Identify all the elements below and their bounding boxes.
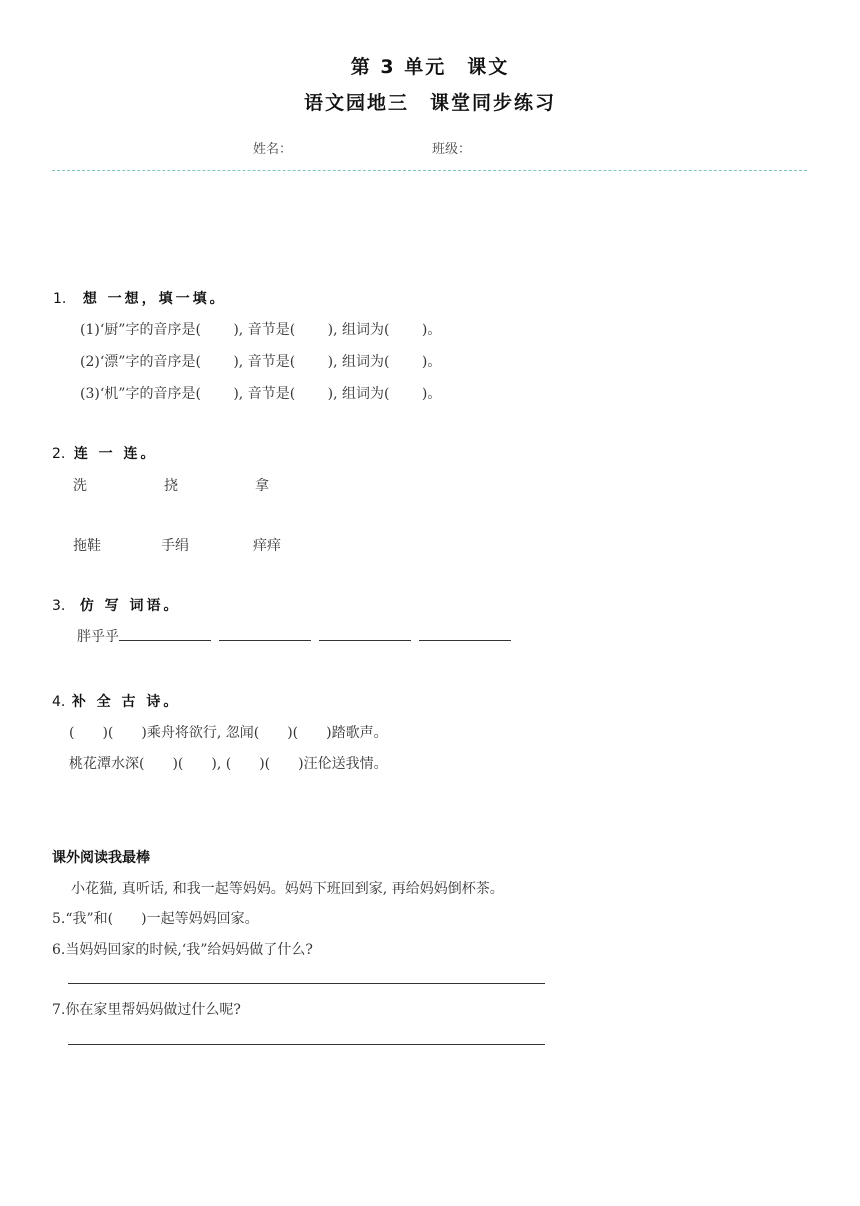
q1-number: 1. xyxy=(53,291,67,307)
q4-line-1: ( )( )乘舟将欲行, 忽闻( )( )踏歌声。 xyxy=(69,725,388,741)
q7-text: 7.你在家里帮妈妈做过什么呢? xyxy=(52,1002,241,1018)
lesson-title: 语文园地三 课堂同步练习 xyxy=(303,92,556,114)
q5-text: 5.“我”和( )一起等妈妈回家。 xyxy=(52,911,259,927)
q2-heading xyxy=(52,443,158,463)
q1-item-2: (2)‘漂”字的音序是( ), 音节是( ), 组词为( )。 xyxy=(80,354,442,370)
q3-example: 胖乎乎 xyxy=(77,629,119,645)
q2-bottom-word-3: 痒痒 xyxy=(253,538,281,554)
q2-bottom-word-2: 手绢 xyxy=(161,538,189,554)
q3-blank-1[interactable] xyxy=(119,626,211,641)
q6-answer-line[interactable] xyxy=(68,983,545,984)
q2-bottom-word-1: 拖鞋 xyxy=(73,538,101,554)
q3-blank-3[interactable] xyxy=(319,626,411,641)
q1-heading xyxy=(53,288,227,308)
q7-answer-line[interactable] xyxy=(68,1044,545,1045)
q4-title: 补 全 古 诗。 xyxy=(71,694,181,710)
reading-section-title: 课外阅读我最棒 xyxy=(52,850,150,866)
reading-passage: 小花猫, 真听话, 和我一起等妈妈。妈妈下班回到家, 再给妈妈倒杯茶。 xyxy=(71,881,504,897)
q1-title: 想 一想，填一填。 xyxy=(82,291,227,307)
q3-heading xyxy=(52,595,181,615)
q1-item-1: (1)‘厨”字的音序是( ), 音节是( ), 组词为( )。 xyxy=(80,322,442,338)
q2-top-word-2: 挠 xyxy=(164,478,178,494)
q3-blank-4[interactable] xyxy=(419,626,511,641)
q3-number: 3. xyxy=(52,598,66,614)
q2-number: 2. xyxy=(52,446,66,462)
q4-heading xyxy=(52,691,180,711)
q2-top-word-1: 洗 xyxy=(73,478,87,494)
q3-blank-2[interactable] xyxy=(219,626,311,641)
unit-title: 第 3 单元 课文 xyxy=(350,56,510,78)
header-divider xyxy=(52,170,807,171)
name-label: 姓名： xyxy=(253,142,293,157)
class-label: 班级： xyxy=(432,142,472,157)
q1-item-3: (3)‘机”字的音序是( ), 音节是( ), 组词为( )。 xyxy=(80,386,442,402)
q4-number: 4. xyxy=(52,694,66,710)
q3-row xyxy=(77,626,519,646)
q3-title: 仿 写 词语。 xyxy=(79,598,181,614)
q2-top-word-3: 拿 xyxy=(255,478,269,494)
q6-text: 6.当妈妈回家的时候,‘我”给妈妈做了什么? xyxy=(52,942,313,958)
q4-line-2: 桃花潭水深( )( ), ( )( )汪伦送我情。 xyxy=(69,756,388,772)
q2-title: 连 一 连。 xyxy=(73,446,158,462)
